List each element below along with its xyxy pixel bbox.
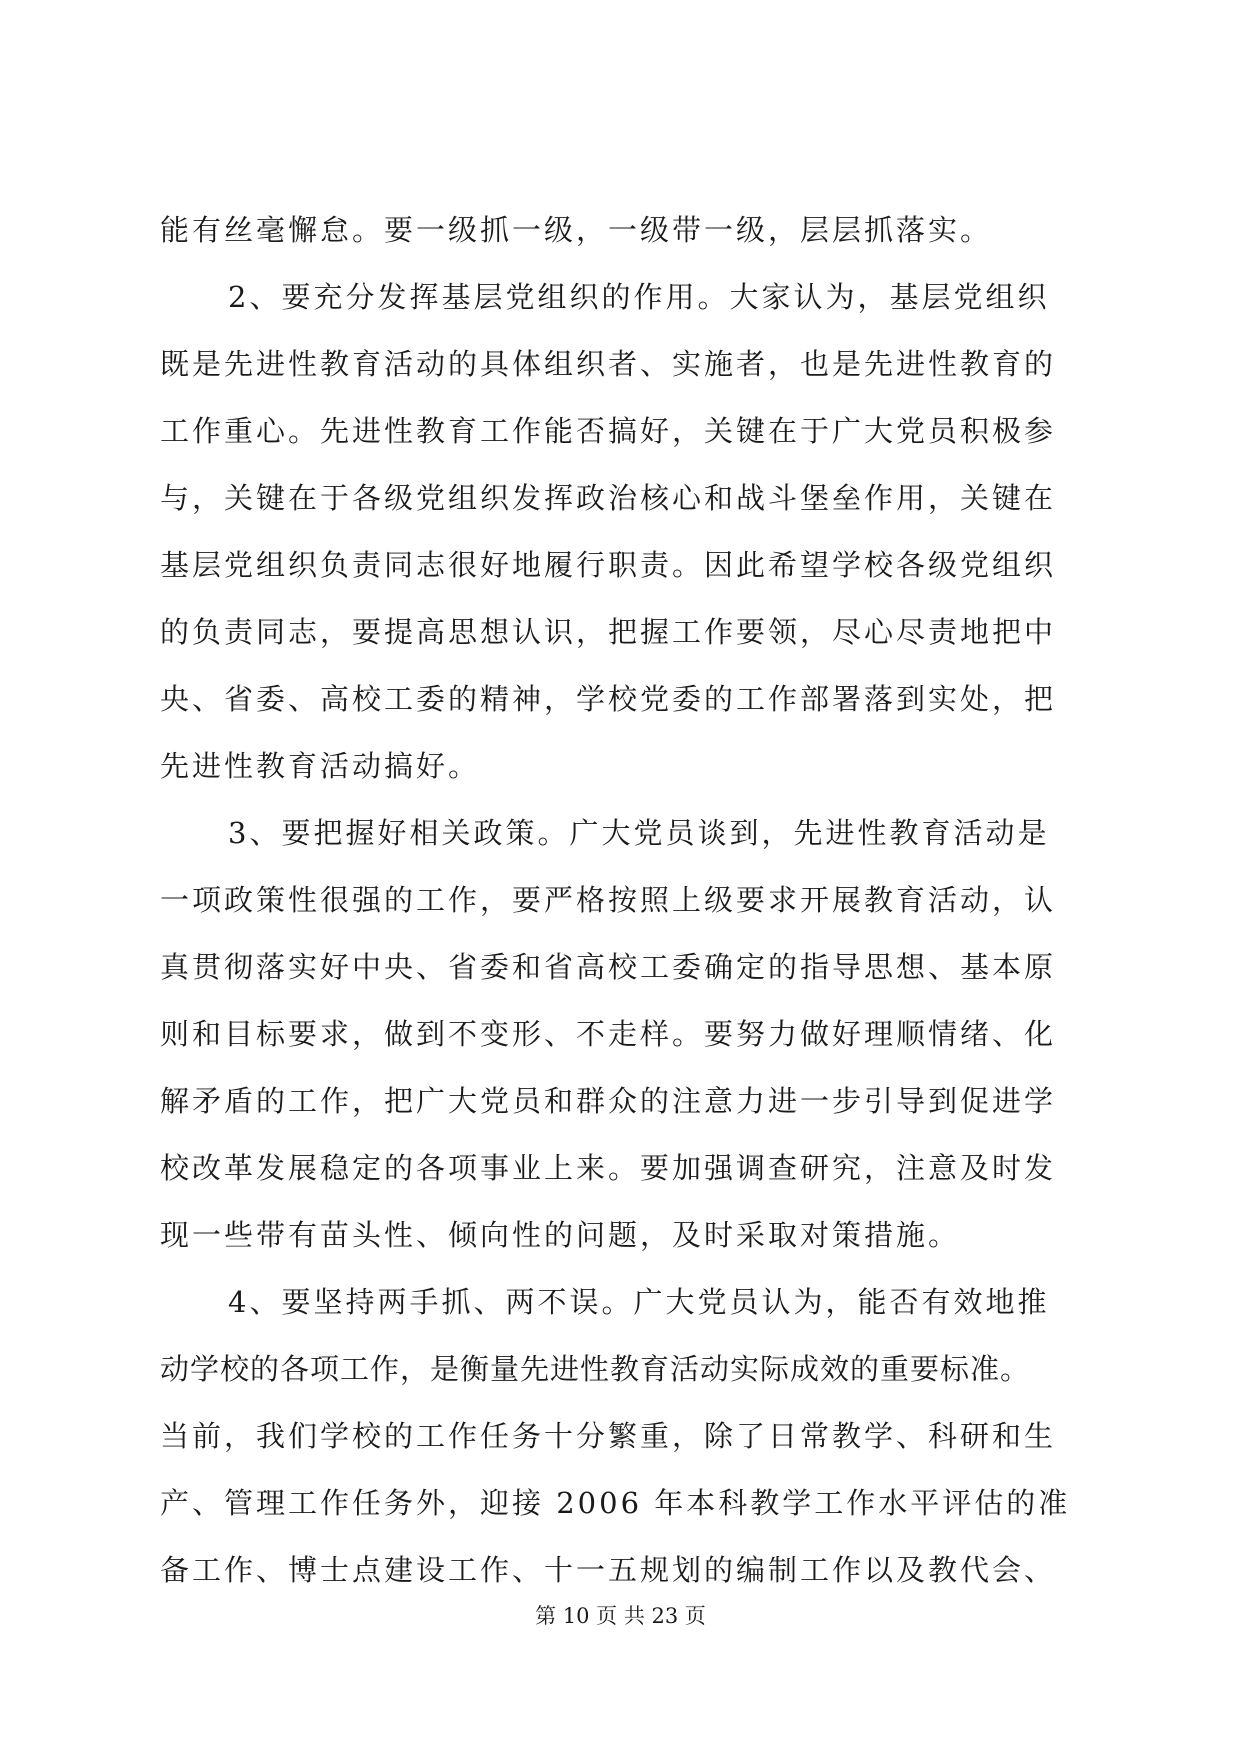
text-line: 2、要充分发挥基层党组织的作用。大家认为，基层党组织 bbox=[228, 280, 1050, 314]
text-line: 基层党组织负责同志很好地履行职责。因此希望学校各级党组织 bbox=[160, 548, 1057, 582]
text-line: 3、要把握好相关政策。广大党员谈到，先进性教育活动是 bbox=[228, 816, 1050, 850]
text-line: 能有丝毫懈怠。要一级抓一级，一级带一级，层层抓落实。 bbox=[160, 213, 993, 247]
text-line: 动学校的各项工作，是衡量先进性教育活动实际成效的重要标准。 bbox=[160, 1352, 1031, 1386]
text-line: 备工作、博士点建设工作、十一五规划的编制工作以及教代会、 bbox=[160, 1553, 1057, 1587]
text-line: 当前，我们学校的工作任务十分繁重，除了日常教学、科研和生 bbox=[160, 1419, 1057, 1453]
text-line: 既是先进性教育活动的具体组织者、实施者，也是先进性教育的 bbox=[160, 347, 1057, 381]
text-line: 央、省委、高校工委的精神，学校党委的工作部署落到实处，把 bbox=[160, 682, 1057, 716]
text-line: 4、要坚持两手抓、两不误。广大党员认为，能否有效地推 bbox=[228, 1285, 1050, 1319]
text-line: 产、管理工作任务外，迎接 2006 年本科教学工作水平评估的准 bbox=[160, 1486, 1071, 1520]
text-line: 与，关键在于各级党组织发挥政治核心和战斗堡垒作用，关键在 bbox=[160, 481, 1057, 515]
text-line: 工作重心。先进性教育工作能否搞好，关键在于广大党员积极参 bbox=[160, 414, 1057, 448]
text-line: 的负责同志，要提高思想认识，把握工作要领，尽心尽责地把中 bbox=[160, 615, 1057, 649]
text-line: 校改革发展稳定的各项事业上来。要加强调查研究，注意及时发 bbox=[160, 1151, 1057, 1185]
document-body bbox=[160, 197, 1100, 1604]
text-line: 解矛盾的工作，把广大党员和群众的注意力进一步引导到促进学 bbox=[160, 1084, 1057, 1118]
text-line: 先进性教育活动搞好。 bbox=[160, 749, 481, 783]
text-line: 真贯彻落实好中央、省委和省高校工委确定的指导思想、基本原 bbox=[160, 950, 1057, 984]
text-line: 一项政策性很强的工作，要严格按照上级要求开展教育活动，认 bbox=[160, 883, 1057, 917]
page-number: 第 10 页 共 23 页 bbox=[535, 1604, 706, 1628]
text-line: 则和目标要求，做到不变形、不走样。要努力做好理顺情绪、化 bbox=[160, 1017, 1057, 1051]
text-line: 现一些带有苗头性、倾向性的问题，及时采取对策措施。 bbox=[160, 1218, 961, 1252]
